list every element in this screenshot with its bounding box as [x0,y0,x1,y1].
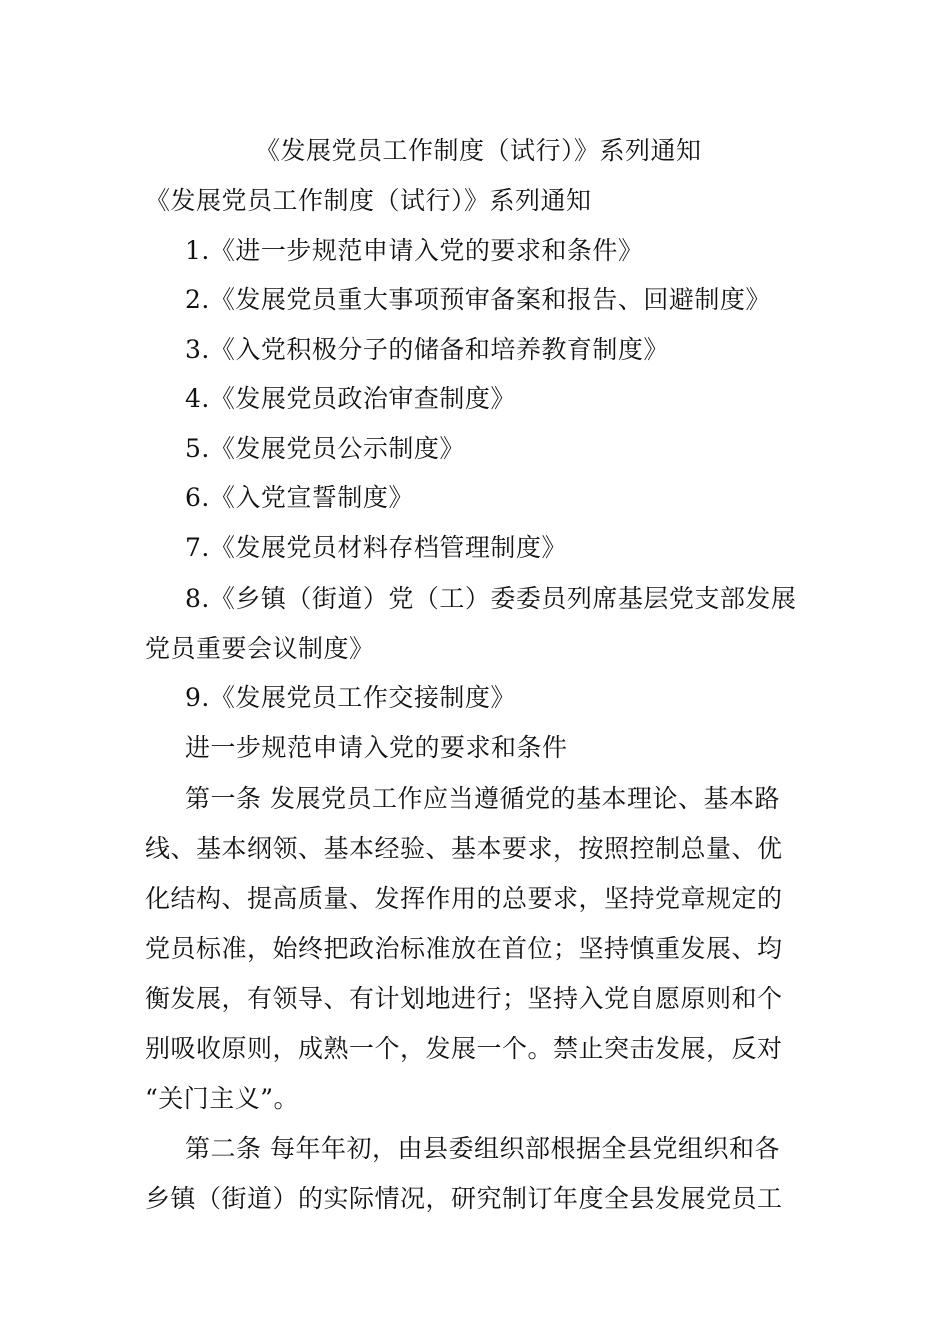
list-item: 3.《入党积极分子的储备和培养教育制度》 [185,335,669,364]
list-item-continuation: 党员重要会议制度》 [145,634,375,663]
article-line: 乡镇（街道）的实际情况，研究制订年度全县发展党员工 [145,1184,783,1213]
article-line: “关门主义”。 [145,1084,300,1113]
article-line: 第二条 每年年初，由县委组织部根据全县党组织和各 [185,1134,780,1163]
list-item: 4.《发展党员政治审查制度》 [185,384,516,413]
document-title: 《发展党员工作制度（试行）》系列通知 [255,136,702,165]
list-item: 5.《发展党员公示制度》 [185,434,465,463]
list-item: 1.《进一步规范申请入党的要求和条件》 [185,236,644,265]
article-line: 党员标准，始终把政治标准放在首位；坚持慎重发展、均 [145,934,783,963]
article-line: 第一条 发展党员工作应当遵循党的基本理论、基本路 [185,784,780,813]
section-heading: 进一步规范申请入党的要求和条件 [185,733,568,762]
article-line: 线、基本纲领、基本经验、基本要求，按照控制总量、优 [145,834,783,863]
list-item: 8.《乡镇（街道）党（工）委委员列席基层党支部发展 [185,584,797,613]
list-item: 2.《发展党员重大事项预审备案和报告、回避制度》 [185,285,771,314]
article-line: 衡发展，有领导、有计划地进行；坚持入党自愿原则和个 [145,984,783,1013]
article-line: 化结构、提高质量、发挥作用的总要求，坚持党章规定的 [145,884,783,913]
article-line: 别吸收原则，成熟一个，发展一个。禁止突击发展，反对 [145,1034,783,1063]
list-item: 9.《发展党员工作交接制度》 [185,683,516,712]
list-item: 6.《入党宣誓制度》 [185,483,414,512]
list-item: 7.《发展党员材料存档管理制度》 [185,533,567,562]
document-subtitle: 《发展党员工作制度（试行）》系列通知 [145,186,592,215]
